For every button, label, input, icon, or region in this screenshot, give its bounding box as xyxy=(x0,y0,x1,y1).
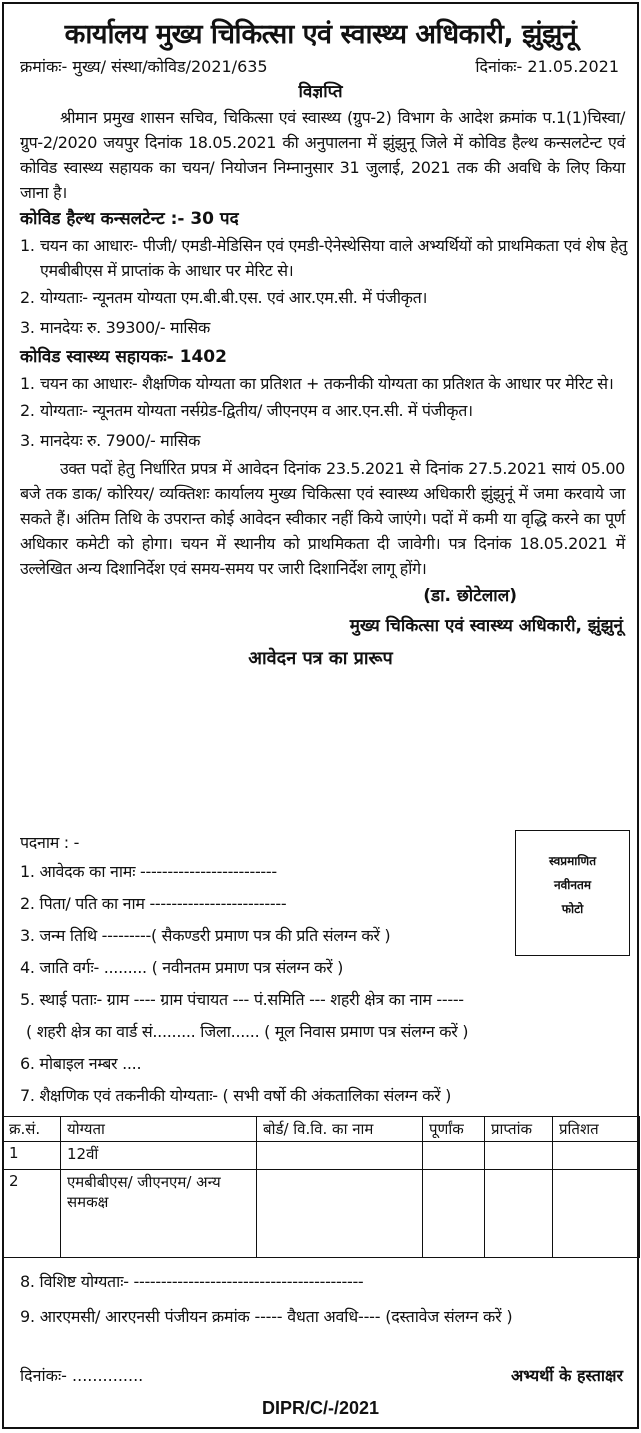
form-fields xyxy=(4,830,504,920)
table-cell xyxy=(257,1170,423,1258)
item-number: 2. xyxy=(20,401,35,420)
item-number: 1. xyxy=(20,374,35,393)
table-header: प्रतिशत xyxy=(553,1117,640,1142)
mobile-field: 6. मोबाइल नम्बर .... xyxy=(20,1054,142,1073)
table-header: क्र.सं. xyxy=(3,1117,61,1142)
office-title: कार्यालय मुख्य चिकित्सा एवं स्वास्थ्य अधिकारी, झुंझुनूं xyxy=(64,19,577,50)
item-text: योग्यताः- न्यूनतम योग्यता नर्सग्रेड-द्वितीय/ जीएनएम व आर.एन.सी. में पंजीकृत। xyxy=(40,401,473,420)
table-header: योग्यता xyxy=(61,1117,257,1142)
consultant-item xyxy=(4,313,637,343)
table-cell: एमबीबीएस/ जीएनएम/ अन्य समकक्ष xyxy=(61,1170,257,1258)
consultant-item xyxy=(4,283,637,313)
assistant-item xyxy=(4,396,637,426)
section-heading-assistant: कोविड स्वास्थ्य सहायकः- 1402 xyxy=(20,347,227,367)
table-cell: 2 xyxy=(3,1170,61,1258)
table-header: बोर्ड/ वि.वि. का नाम xyxy=(257,1117,423,1142)
table-cell xyxy=(485,1170,553,1258)
form-title: आवेदन पत्र का प्रारूप xyxy=(248,648,393,669)
photo-label: स्वप्रमाणित xyxy=(548,854,597,868)
photo-label: नवीनतम xyxy=(553,878,592,892)
table-cell xyxy=(423,1142,485,1170)
table-header-row xyxy=(3,1117,640,1142)
table-cell xyxy=(485,1142,553,1170)
table-cell xyxy=(553,1142,640,1170)
special-qualification-field: 8. विशिष्ट योग्यताः- ------------------------------------------ xyxy=(20,1272,364,1291)
item-text: योग्यताः- न्यूनतम योग्यता एम.बी.बी.एस. एवं आर.एम.सी. में पंजीकृत। xyxy=(40,288,428,307)
assistant-item xyxy=(4,371,637,396)
post-name-field: पदनाम : - xyxy=(20,833,80,852)
item-text: चयन का आधारः- पीजी/ एमडी-मेडिसिन एवं एमडी-ऐनेस्थेसिया वाले अभ्यर्थियों को प्राथमिकता एवं शेष हेतु एमबीबीएस में प्राप्तांक के आधार पर मेरिट से। xyxy=(40,236,627,280)
table-cell xyxy=(257,1142,423,1170)
table-row xyxy=(3,1142,640,1170)
form-date-field: दिनांकः- .............. xyxy=(20,1366,144,1385)
item-number: 3. xyxy=(20,318,35,337)
item-text: मानदेयः रु. 39300/- मासिक xyxy=(40,318,210,337)
dipr-code: DIPR/C/-/2021 xyxy=(261,1398,380,1418)
assistant-item xyxy=(4,426,637,456)
item-text: चयन का आधारः- शैक्षणिक योग्यता का प्रतिशत + तकनीकी योग्यता का प्रतिशत के आधार पर मेरिट से। xyxy=(40,374,614,393)
item-number: 1. xyxy=(20,236,35,255)
notice-heading: विज्ञप्ति xyxy=(298,82,343,102)
item-number: 3. xyxy=(20,431,35,450)
table-header: पूर्णांक xyxy=(423,1117,485,1142)
table-header: प्राप्तांक xyxy=(485,1117,553,1142)
address-field: 5. स्थाई पताः- ग्राम ---- ग्राम पंचायत --- पं.समिति --- शहरी क्षेत्र का नाम ----- xyxy=(20,990,464,1009)
registration-field: 9. आरएमसी/ आरएनसी पंजीयन क्रमांक ----- वैधता अवधि---- (दस्तावेज संलग्न करें ) xyxy=(20,1307,513,1326)
signatory-name: (डा. छोटेलाल) xyxy=(423,586,517,606)
applicant-name-field: 1. आवेदक का नामः ------------------------- xyxy=(20,862,277,881)
form-footer xyxy=(4,1364,637,1386)
section-heading-consultant: कोविड हैल्थ कन्सलटेन्ट :- 30 पद xyxy=(20,209,239,229)
applicant-signature: अभ्यर्थी के हस्ताक्षर xyxy=(511,1366,623,1385)
photo-label: फोटो xyxy=(561,902,584,916)
table-cell: 1 xyxy=(3,1142,61,1170)
item-text: मानदेयः रु. 7900/- मासिक xyxy=(40,431,201,450)
form-fields-wide xyxy=(4,920,637,1112)
qualification-field: 7. शैक्षणिक एवं तकनीकी योग्यताः- ( सभी वर्षो की अंकतालिका संलग्न करें ) xyxy=(20,1086,452,1105)
notice-date: दिनांकः- 21.05.2021 xyxy=(475,57,619,76)
reference-number: क्रमांकः- मुख्य/ संस्था/कोविड/2021/635 xyxy=(20,57,268,76)
dob-field: 3. जन्म तिथि ---------( सैकण्डरी प्रमाण पत्र की प्रति संलग्न करें ) xyxy=(20,926,391,945)
address-detail-field: ( शहरी क्षेत्र का वार्ड सं......... जिला...... ( मूल निवास प्रमाण पत्र संलग्न करें ) xyxy=(26,1022,469,1041)
reference-line xyxy=(4,55,637,79)
item-number: 2. xyxy=(20,288,35,307)
notice-page xyxy=(2,2,639,1429)
caste-field: 4. जाति वर्गः- ......... ( नवीनतम प्रमाण पत्र संलग्न करें ) xyxy=(20,958,344,977)
signatory-title: मुख्य चिकित्सा एवं स्वास्थ्य अधिकारी, झुंझुनूं xyxy=(349,616,623,636)
application-paragraph: उक्त पदों हेतु निर्धारित प्रपत्र में आवेदन दिनांक 23.5.2021 से दिनांक 27.5.2021 सायं 05.00 बजे तक डाक/ कोरियर/ व्यक्तिशः कार्यालय मुख्य चिकित्सा एवं स्वास्थ्य अधिकारी झुंझुनूं में जमा करवाये जा सकते हैं। अंतिम तिथि के उपरान्त कोई आवेदन स्वीकार नहीं किये जाएंगे। पदों में कमी या वृद्धि करने का पूर्ण अधिकार कमेटी को होगा। चयन में स्थानीय को प्राथमिकता दी जावेगी। पत्र दिनांक 18.05.2021 में उल्लेखित अन्य दिशानिर्देश एवं समय-समय पर जारी दिशानिर्देश लागू होंगे। xyxy=(20,459,625,578)
consultant-item xyxy=(4,233,637,283)
table-cell xyxy=(423,1170,485,1258)
intro-paragraph: श्रीमान प्रमुख शासन सचिव, चिकित्सा एवं स्वास्थ्य (ग्रुप-2) विभाग के आदेश क्रमांक प.1(1)चिस्वा/ ग्रुप-2/2020 जयपुर दिनांक 18.05.2021 की अनुपालना में झुंझुनू जिले में कोविड हैल्थ कन्सलटेन्ट एवं कोविड स्वास्थ्य सहायक का चयन/ नियोजन निम्नानुसार 31 जुलाई, 2021 तक की अवधि के लिए किया जाना है। xyxy=(20,108,625,202)
table-row xyxy=(3,1170,640,1258)
father-husband-name-field: 2. पिता/ पति का नाम ------------------------- xyxy=(20,894,287,913)
table-cell xyxy=(553,1170,640,1258)
table-cell: 12वीं xyxy=(61,1142,257,1170)
qualification-table xyxy=(2,1116,640,1258)
